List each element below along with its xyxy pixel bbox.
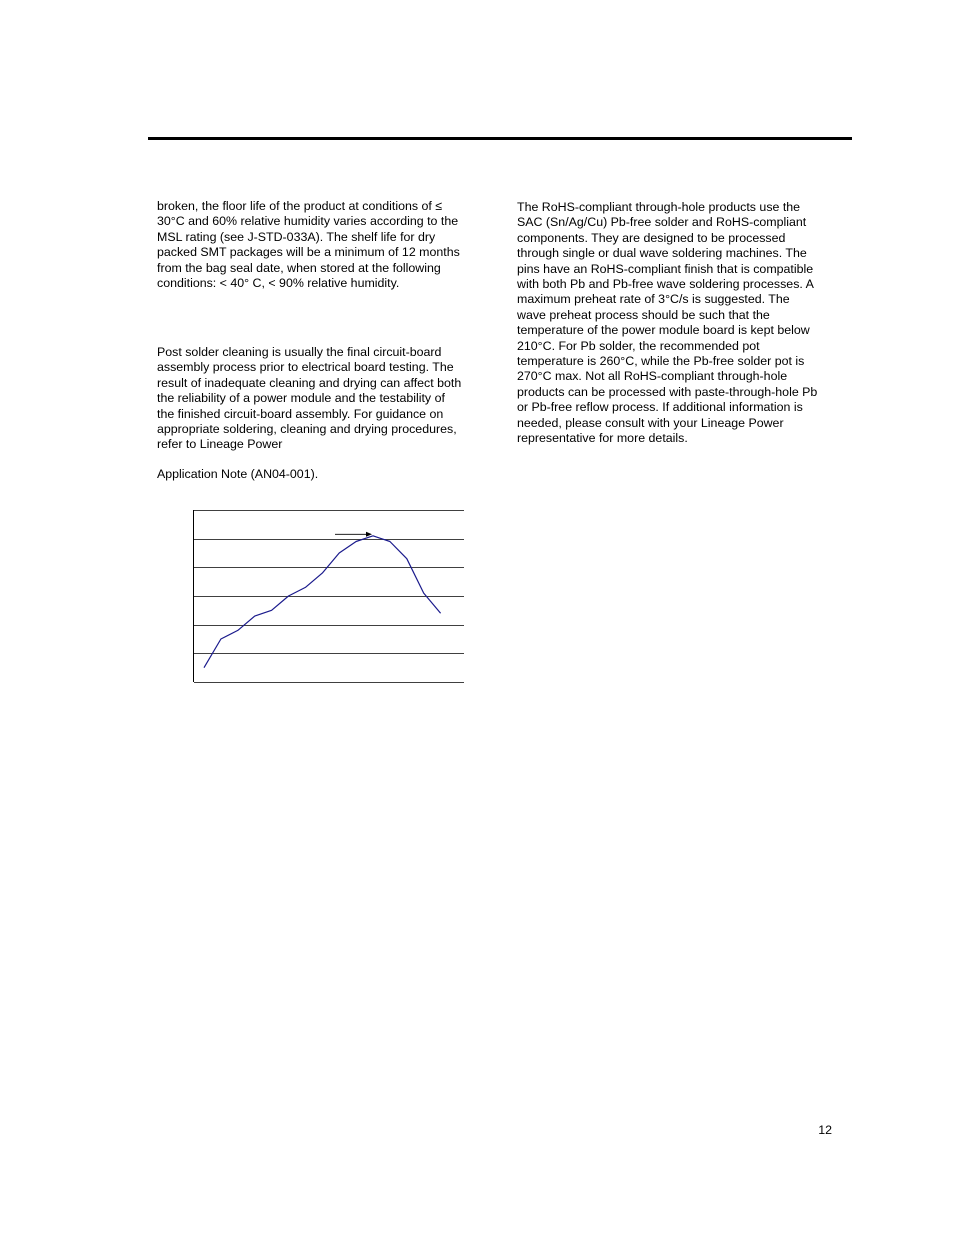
paragraph-post-solder-cleaning: Post solder cleaning is usually the final circuit-board assembly process prior to electrical board testing. The result of inadequate cleaning and drying can affect both the reliability of a power module and the testability of the finished circuit-board assembly. For guidance on appropriate soldering, cleaning and drying procedures, refer to Lineage Power xyxy=(157,345,462,452)
paragraph-msl-floor-life: broken, the floor life of the product at conditions of ≤ 30°C and 60% relative humidity varies according to the MSL rating (see J-STD-033A). The shelf life for dry packed SMT packages will be a minimum of 12 months from the bag seal date, when stored at the following conditions: < 40° C, < 90% relative humidity. xyxy=(157,199,460,291)
temperature-profile-line xyxy=(204,536,441,668)
paragraph-application-note: Application Note (AN04-001). xyxy=(157,467,319,481)
peak-arrow-icon xyxy=(335,532,372,537)
reflow-profile-chart xyxy=(186,502,468,686)
header-rule xyxy=(148,137,852,140)
paragraph-rohs-through-hole: The RoHS-compliant through-hole products use the SAC (Sn/Ag/Cu) Pb-free solder and RoHS-compliant components. They are designed to be processed through single or dual wave soldering machines. The pins have an RoHS-compliant finish that is compatible with both Pb and Pb-free wave soldering processes. A maximum preheat rate of 3°C/s is suggested. The wave preheat process should be such that the temperature of the power module board is kept below 210°C. For Pb solder, the recommended pot temperature is 260°C, while the Pb-free solder pot is 270°C max. Not all RoHS-compliant through-hole products can be processed with paste-through-hole Pb or Pb-free reflow process. If additional information is needed, please consult with your Lineage Power representative for more details. xyxy=(517,200,818,446)
chart-points xyxy=(204,536,441,668)
chart-gridlines xyxy=(194,511,464,683)
page-number: 12 xyxy=(818,1123,832,1137)
